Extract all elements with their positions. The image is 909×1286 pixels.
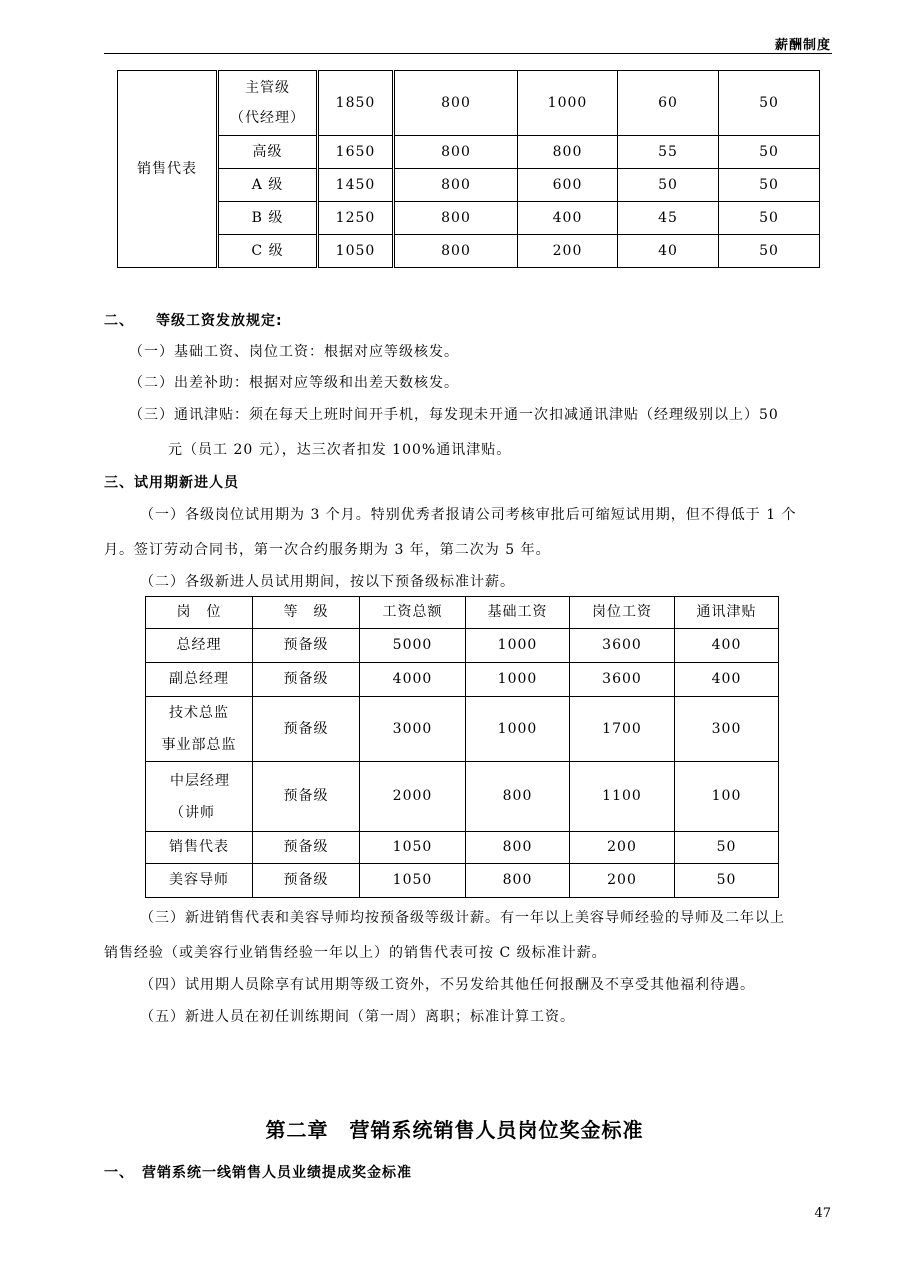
probation-salary-table — [145, 596, 779, 898]
position-line: 技术总监 — [169, 705, 229, 721]
header-title: 薪酬制度 — [774, 38, 831, 53]
table-cell: 1650 — [318, 136, 394, 169]
table-cell: 1050 — [360, 864, 466, 898]
table-row — [118, 235, 820, 268]
table-cell: 1000 — [466, 663, 570, 697]
table-cell: 800 — [394, 202, 518, 235]
table-cell: 800 — [466, 832, 570, 864]
rank-cell: C 级 — [218, 235, 318, 268]
table-cell: 2000 — [360, 762, 466, 832]
position-cell: 美容导师 — [146, 864, 253, 898]
table-cell: 1450 — [318, 169, 394, 202]
rank-line: （代经理） — [230, 110, 305, 126]
position-cell: 副总经理 — [146, 663, 253, 697]
table-cell: 1050 — [318, 235, 394, 268]
position-cell: 总经理 — [146, 629, 253, 663]
category-cell: 销售代表 — [118, 71, 218, 268]
table-cell: 50 — [719, 169, 820, 202]
table-cell: 800 — [394, 235, 518, 268]
level-cell: 预备级 — [253, 697, 360, 762]
table-row — [118, 202, 820, 235]
table-cell: 400 — [518, 202, 618, 235]
table-cell: 5000 — [360, 629, 466, 663]
table-cell: 1100 — [570, 762, 675, 832]
table-cell: 300 — [675, 697, 779, 762]
table-cell: 1850 — [318, 71, 394, 136]
table-cell: 1700 — [570, 697, 675, 762]
table-cell: 50 — [719, 235, 820, 268]
table-cell: 3000 — [360, 697, 466, 762]
position-cell: 销售代表 — [146, 832, 253, 864]
table-cell: 50 — [719, 71, 820, 136]
table-cell: 1000 — [518, 71, 618, 136]
rank-line: 主管级 — [245, 80, 290, 96]
table-cell: 45 — [618, 202, 719, 235]
section2-title: 等级工资发放规定: — [156, 313, 283, 329]
table-cell: 55 — [618, 136, 719, 169]
table-row — [118, 71, 820, 136]
paragraph: （一）各级岗位试用期为 3 个月。特别优秀者报请公司考核审批后可缩短试用期，但不得低于 1 个 — [140, 507, 797, 523]
table-cell: 50 — [675, 864, 779, 898]
table-cell: 1000 — [466, 697, 570, 762]
position-cell — [146, 697, 253, 762]
table-header-row — [146, 597, 779, 629]
column-header: 基础工资 — [466, 597, 570, 629]
level-cell: 预备级 — [253, 762, 360, 832]
table-cell: 400 — [675, 629, 779, 663]
table-cell: 60 — [618, 71, 719, 136]
table-cell: 1050 — [360, 832, 466, 864]
paragraph: （四）试用期人员除享有试用期等级工资外，不另发给其他任何报酬及不享受其他福利待遇。 — [140, 977, 755, 993]
position-line: 中层经理 — [170, 772, 230, 789]
table-cell: 50 — [675, 832, 779, 864]
position-line: 事业部总监 — [161, 737, 237, 753]
table-cell: 800 — [394, 71, 518, 136]
level-cell: 预备级 — [253, 663, 360, 697]
table-cell: 600 — [518, 169, 618, 202]
table-cell: 40 — [618, 235, 719, 268]
rank-cell — [218, 71, 318, 136]
table-cell: 800 — [466, 762, 570, 832]
paragraph: （五）新进人员在初任训练期间（第一周）离职；标准计算工资。 — [140, 1009, 575, 1025]
rank-cell: A 级 — [218, 169, 318, 202]
table-cell: 800 — [518, 136, 618, 169]
position-cell — [146, 762, 253, 832]
chapter-title: 第二章 营销系统销售人员岗位奖金标准 — [265, 1118, 644, 1142]
table-row — [118, 169, 820, 202]
table-cell: 1000 — [466, 629, 570, 663]
column-header: 岗 位 — [146, 597, 253, 629]
paragraph: 月。签订劳动合同书，第一次合约服务期为 3 年，第二次为 5 年。 — [104, 542, 551, 558]
table-cell: 400 — [675, 663, 779, 697]
table-row — [118, 136, 820, 169]
column-header: 通讯津贴 — [675, 597, 779, 629]
level-cell: 预备级 — [253, 629, 360, 663]
table-cell: 4000 — [360, 663, 466, 697]
section2-item: （三）通讯津贴：须在每天上班时间开手机，每发现未开通一次扣减通讯津贴（经理级别以上）50 — [129, 407, 779, 423]
table-cell: 50 — [719, 136, 820, 169]
table-cell: 200 — [570, 832, 675, 864]
table-cell: 50 — [618, 169, 719, 202]
table-cell: 3600 — [570, 629, 675, 663]
table-row — [146, 762, 779, 832]
table-cell: 50 — [719, 202, 820, 235]
section2-item: （一）基础工资、岗位工资：根据对应等级核发。 — [129, 344, 459, 360]
table-row — [146, 629, 779, 663]
table-row — [146, 697, 779, 762]
table-row — [146, 663, 779, 697]
header-rule — [104, 53, 832, 54]
table-cell: 800 — [394, 169, 518, 202]
column-header: 岗位工资 — [570, 597, 675, 629]
level-cell: 预备级 — [253, 832, 360, 864]
paragraph: （二）各级新进人员试用期间，按以下预备级标准计薪。 — [140, 574, 515, 590]
table-cell: 3600 — [570, 663, 675, 697]
table-cell: 1250 — [318, 202, 394, 235]
table-cell: 100 — [675, 762, 779, 832]
section2-heading — [104, 310, 283, 330]
level-cell: 预备级 — [253, 864, 360, 898]
table-cell: 200 — [570, 864, 675, 898]
rank-cell: 高级 — [218, 136, 318, 169]
chapter-section-heading: 一、 营销系统一线销售人员业绩提成奖金标准 — [104, 1165, 412, 1181]
table-cell: 200 — [518, 235, 618, 268]
sales-rep-grade-table — [117, 70, 820, 268]
table-row — [146, 832, 779, 864]
page-number: 47 — [814, 1206, 831, 1221]
section2-num: 二、 — [104, 313, 134, 329]
table-row — [146, 864, 779, 898]
rank-cell: B 级 — [218, 202, 318, 235]
column-header: 等 级 — [253, 597, 360, 629]
column-header: 工资总额 — [360, 597, 466, 629]
section2-item: （二）出差补助：根据对应等级和出差天数核发。 — [129, 375, 459, 391]
section3-heading: 三、试用期新进人员 — [104, 475, 239, 491]
paragraph: 销售经验（或美容行业销售经验一年以上）的销售代表可按 C 级标准计薪。 — [104, 945, 607, 961]
position-line: （讲师 — [170, 804, 215, 821]
table-cell: 800 — [466, 864, 570, 898]
section2-item: 元（员工 20 元），达三次者扣发 100%通讯津贴。 — [168, 442, 512, 458]
paragraph: （三）新进销售代表和美容导师均按预备级等级计薪。有一年以上美容导师经验的导师及二年以上 — [140, 910, 785, 926]
table-cell: 800 — [394, 136, 518, 169]
